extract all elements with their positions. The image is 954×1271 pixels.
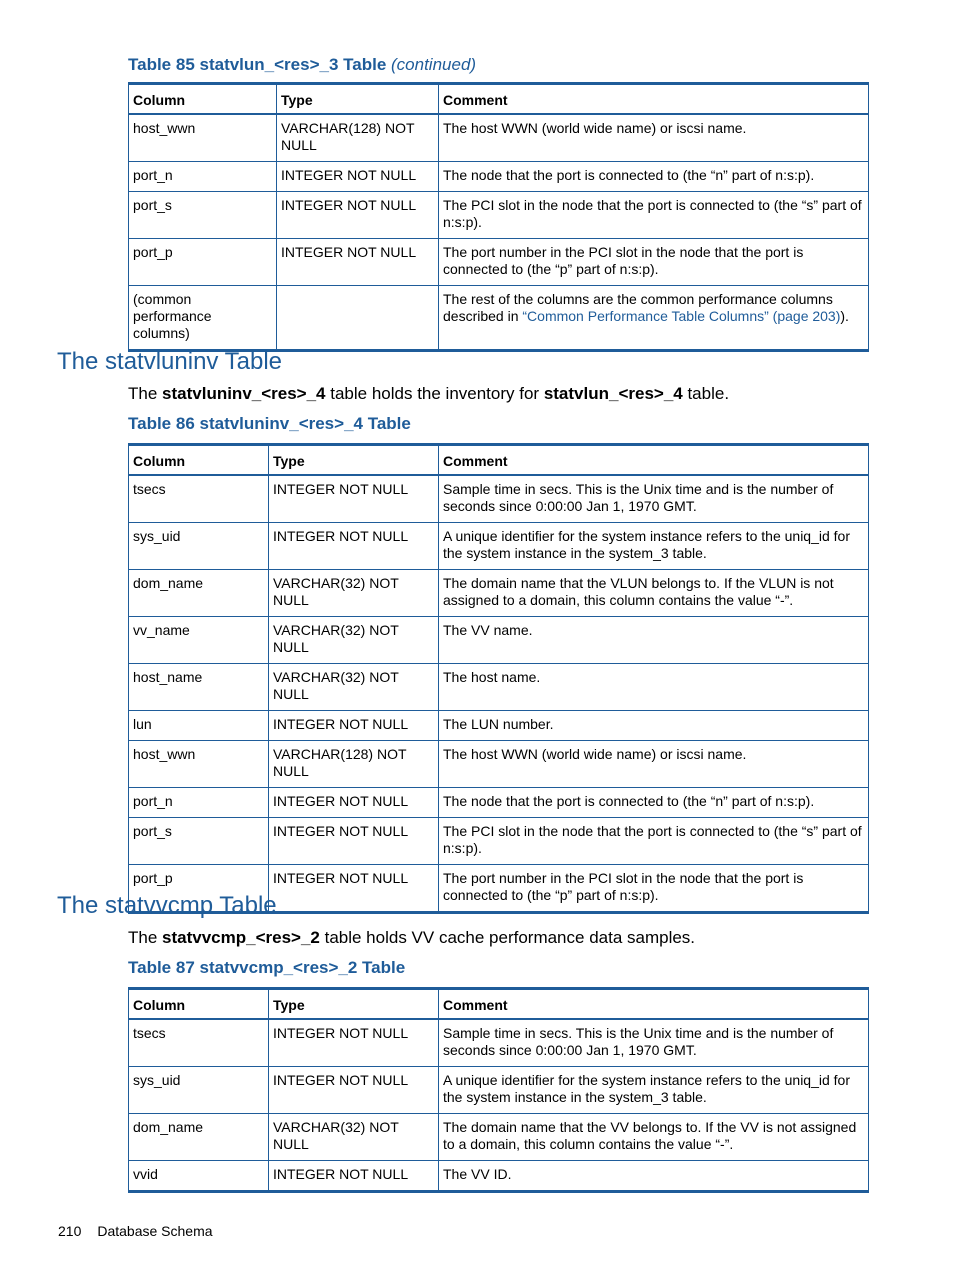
type-cell: INTEGER NOT NULL [269,865,439,913]
table-85-caption [128,55,476,75]
table-row [129,286,869,351]
page-number: 210 [58,1223,82,1239]
intro-bold-table-name: statvlun_<res>_4 [543,384,683,403]
type-cell: VARCHAR(32) NOT NULL [269,617,439,664]
type-cell: VARCHAR(32) NOT NULL [269,1114,439,1161]
intro-text: The [128,384,163,403]
table-row [129,523,869,570]
table-row [129,1067,869,1114]
column-cell: tsecs [129,1019,269,1067]
comment-cell [439,286,869,351]
comment-header: Comment [439,989,869,1020]
intro-text: table holds the inventory for [325,384,544,403]
intro-text: The [128,928,163,947]
comment-cell: Sample time in secs. This is the Unix time and is the number of seconds since 0:00:00 Jan 1, 1970 GMT. [439,1019,869,1067]
comment-cell: The LUN number. [439,711,869,741]
column-cell: port_s [129,818,269,865]
type-cell: INTEGER NOT NULL [269,711,439,741]
column-cell: host_wwn [129,741,269,788]
comment-cell: The PCI slot in the node that the port is connected to (the “s” part of n:s:p). [439,818,869,865]
common-performance-columns-link[interactable]: “Common Performance Table Columns” (page 203) [522,308,841,324]
column-cell: sys_uid [129,523,269,570]
type-cell: INTEGER NOT NULL [277,239,439,286]
column-cell: host_name [129,664,269,711]
column-cell: vv_name [129,617,269,664]
table-row [129,818,869,865]
table-row [129,1019,869,1067]
table-87 [128,987,869,1193]
comment-cell: The VV name. [439,617,869,664]
section-intro-statvluninv [128,384,729,404]
type-cell: INTEGER NOT NULL [269,1161,439,1192]
comment-cell: The host name. [439,664,869,711]
column-cell: vvid [129,1161,269,1192]
intro-bold-table-name: statvvcmp_<res>_2 [162,928,320,947]
column-cell: port_p [129,865,269,913]
comment-cell: A unique identifier for the system instance refers to the uniq_id for the system instance in the system_3 table. [439,523,869,570]
table-row [129,1161,869,1192]
table-header-row [129,989,869,1020]
column-cell: lun [129,711,269,741]
intro-text: table holds VV cache performance data samples. [319,928,696,947]
table-row [129,1114,869,1161]
table-85-continued: (continued) [391,55,477,74]
comment-cell: A unique identifier for the system instance refers to the uniq_id for the system instance in the system_3 table. [439,1067,869,1114]
column-cell: port_s [129,192,277,239]
comment-cell: The host WWN (world wide name) or iscsi name. [439,741,869,788]
table-row [129,570,869,617]
column-cell: port_n [129,788,269,818]
table-header-row [129,445,869,476]
comment-cell: The node that the port is connected to (the “n” part of n:s:p). [439,162,869,192]
type-header: Type [277,84,439,115]
type-cell: INTEGER NOT NULL [269,818,439,865]
table-row [129,162,869,192]
type-cell: INTEGER NOT NULL [269,1019,439,1067]
page-footer [58,1223,213,1239]
table-row [129,617,869,664]
type-cell: VARCHAR(128) NOT NULL [277,114,439,162]
column-cell: port_n [129,162,277,192]
table-row [129,192,869,239]
table-header-row [129,84,869,115]
column-header: Column [129,989,269,1020]
type-header: Type [269,445,439,476]
type-cell: INTEGER NOT NULL [269,788,439,818]
column-cell: tsecs [129,475,269,523]
comment-cell: The domain name that the VLUN belongs to. If the VLUN is not assigned to a domain, this column contains the value “-”. [439,570,869,617]
column-cell: (common performance columns) [129,286,277,351]
table-row [129,475,869,523]
type-cell [277,286,439,351]
comment-header: Comment [439,445,869,476]
table-86-caption: Table 86 statvluninv_<res>_4 Table [128,414,411,433]
type-cell: INTEGER NOT NULL [269,1067,439,1114]
table-87-caption: Table 87 statvvcmp_<res>_2 Table [128,958,406,977]
type-cell: VARCHAR(32) NOT NULL [269,664,439,711]
type-header: Type [269,989,439,1020]
column-cell: sys_uid [129,1067,269,1114]
comment-cell: The host WWN (world wide name) or iscsi name. [439,114,869,162]
table-85-caption-text: Table 85 statvlun_<res>_3 Table [128,55,387,74]
table-row [129,711,869,741]
type-cell: INTEGER NOT NULL [269,475,439,523]
comment-cell: The port number in the PCI slot in the node that the port is connected to (the “p” part of n:s:p). [439,865,869,913]
intro-text: table. [682,384,730,403]
comment-cell: The node that the port is connected to (the “n” part of n:s:p). [439,788,869,818]
table-row [129,741,869,788]
column-cell: dom_name [129,1114,269,1161]
column-header: Column [129,445,269,476]
type-cell: VARCHAR(32) NOT NULL [269,570,439,617]
table-row [129,664,869,711]
column-cell: dom_name [129,570,269,617]
comment-suffix: ). [840,308,849,324]
table-row [129,788,869,818]
comment-cell: The domain name that the VV belongs to. If the VV is not assigned to a domain, this column contains the value “-”. [439,1114,869,1161]
section-title-statvluninv: The statvluninv Table [57,348,283,375]
column-cell: host_wwn [129,114,277,162]
comment-header: Comment [439,84,869,115]
table-row [129,114,869,162]
type-cell: INTEGER NOT NULL [277,162,439,192]
comment-cell: Sample time in secs. This is the Unix time and is the number of seconds since 0:00:00 Jan 1, 1970 GMT. [439,475,869,523]
comment-cell: The PCI slot in the node that the port is connected to (the “s” part of n:s:p). [439,192,869,239]
chapter-title: Database Schema [97,1223,213,1239]
column-cell: port_p [129,239,277,286]
comment-cell: The VV ID. [439,1161,869,1192]
section-intro-statvvcmp [128,928,695,948]
section-title-statvvcmp: The statvvcmp Table [57,892,277,919]
table-85 [128,82,869,352]
type-cell: INTEGER NOT NULL [277,192,439,239]
comment-cell: The port number in the PCI slot in the node that the port is connected to (the “p” part of n:s:p). [439,239,869,286]
column-header: Column [129,84,277,115]
type-cell: INTEGER NOT NULL [269,523,439,570]
intro-bold-table-name: statvluninv_<res>_4 [162,384,326,403]
table-row [129,239,869,286]
table-86 [128,443,869,914]
comment-prefix: The rest of the columns are the common performance columns described in [443,291,833,324]
type-cell: VARCHAR(128) NOT NULL [269,741,439,788]
